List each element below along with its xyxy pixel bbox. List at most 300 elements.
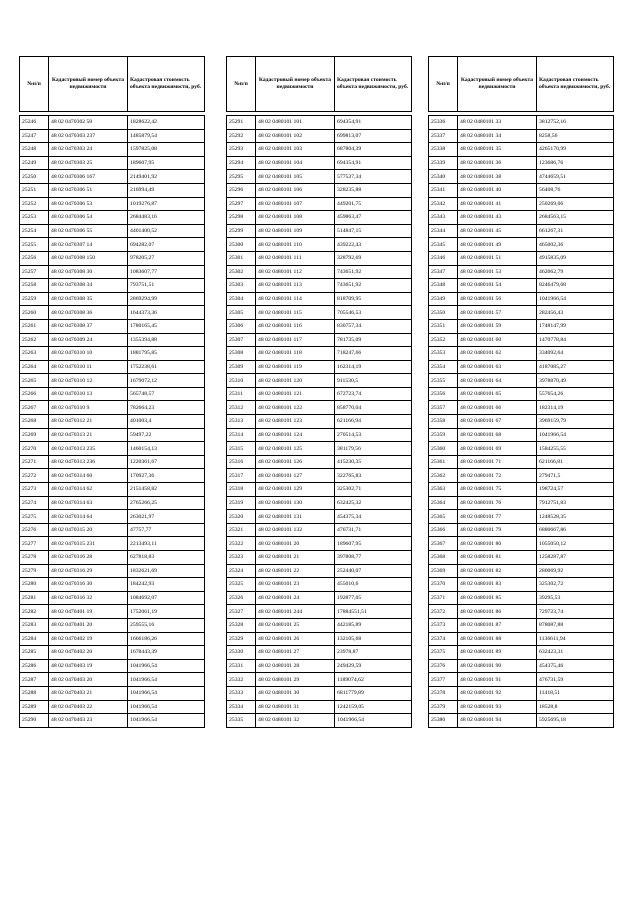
row-number: 25300 xyxy=(227,238,256,252)
cadastral-value: 1248528,35 xyxy=(537,510,614,524)
table-row xyxy=(227,197,412,211)
cadastral-value: 1041966,54 xyxy=(335,714,412,728)
cadastral-number: 48 02 0480101 129 xyxy=(256,483,335,497)
row-number: 25319 xyxy=(227,496,256,510)
cadastral-value: 192877,05 xyxy=(335,591,412,605)
cadastral-number: 48 02 0470314 62 xyxy=(49,483,128,497)
cadastral-number: 48 02 0470314 64 xyxy=(49,510,128,524)
row-number: 25304 xyxy=(227,292,256,306)
cadastral-value: 1460154,13 xyxy=(128,442,205,456)
cadastral-value: 198724,57 xyxy=(537,483,614,497)
cadastral-value: 182314,19 xyxy=(537,401,614,415)
row-number: 25289 xyxy=(20,700,49,714)
table-row xyxy=(227,143,412,157)
table-row xyxy=(429,360,614,374)
row-number: 25330 xyxy=(227,646,256,660)
row-number: 25342 xyxy=(429,197,458,211)
table-row xyxy=(227,374,412,388)
table-row xyxy=(429,197,614,211)
table-row xyxy=(227,578,412,592)
row-number: 25314 xyxy=(227,428,256,442)
table-row xyxy=(429,428,614,442)
cadastral-number: 48 02 0480101 107 xyxy=(256,197,335,211)
cadastral-value: 381179,56 xyxy=(335,442,412,456)
table-row xyxy=(20,265,205,279)
row-number: 25253 xyxy=(20,211,49,225)
cadastral-number: 48 02 0470303 25 xyxy=(49,156,128,170)
table-row xyxy=(20,659,205,673)
cadastral-number: 48 02 0480101 121 xyxy=(256,387,335,401)
table-row xyxy=(429,415,614,429)
cadastral-value: 687804,39 xyxy=(335,143,412,157)
row-number: 25283 xyxy=(20,618,49,632)
row-number: 25309 xyxy=(227,360,256,374)
row-number: 25377 xyxy=(429,673,458,687)
row-number: 25250 xyxy=(20,170,49,184)
row-number: 25368 xyxy=(429,551,458,565)
cadastral-value: 632423,31 xyxy=(537,646,614,660)
row-number: 25259 xyxy=(20,292,49,306)
row-number: 25339 xyxy=(429,156,458,170)
cadastral-number: 48 02 0480101 112 xyxy=(256,265,335,279)
row-number: 25337 xyxy=(429,129,458,143)
row-number: 25328 xyxy=(227,618,256,632)
cadastral-number: 48 02 0470310 10 xyxy=(49,347,128,361)
row-number: 25348 xyxy=(429,279,458,293)
cadastral-number: 48 02 0480101 123 xyxy=(256,415,335,429)
row-number: 25374 xyxy=(429,632,458,646)
cadastral-number: 48 02 0480101 38 xyxy=(458,170,537,184)
row-number: 25287 xyxy=(20,673,49,687)
table-row xyxy=(429,156,614,170)
table-row xyxy=(429,659,614,673)
cadastral-number: 48 02 0480101 65 xyxy=(458,387,537,401)
cadastral-value: 282456,43 xyxy=(537,306,614,320)
table-row xyxy=(429,347,614,361)
cadastral-number: 48 02 0470314 63 xyxy=(49,496,128,510)
row-number: 25360 xyxy=(429,442,458,456)
table-row xyxy=(20,415,205,429)
cadastral-value: 729723,74 xyxy=(537,605,614,619)
table-row xyxy=(429,455,614,469)
row-number: 25305 xyxy=(227,306,256,320)
row-number: 25247 xyxy=(20,129,49,143)
table-row xyxy=(227,564,412,578)
table-row xyxy=(20,632,205,646)
cadastral-value: 1666186,26 xyxy=(128,632,205,646)
header-num: №п/п xyxy=(20,57,49,112)
cadastral-value: 5925695,18 xyxy=(537,714,614,728)
row-number: 25366 xyxy=(429,523,458,537)
table-row xyxy=(429,319,614,333)
row-number: 25284 xyxy=(20,632,49,646)
cadastral-number: 48 02 0480101 89 xyxy=(458,646,537,660)
cadastral-value: 694354,91 xyxy=(335,116,412,130)
cadastral-value: 252440,07 xyxy=(335,564,412,578)
cadastral-value: 1041966,54 xyxy=(128,686,205,700)
table-row xyxy=(20,279,205,293)
cadastral-value: 123686,76 xyxy=(537,156,614,170)
table-row xyxy=(429,333,614,347)
cadastral-value: 4744659,51 xyxy=(537,170,614,184)
cadastral-value: 2213493,11 xyxy=(128,537,205,551)
cadastral-number: 48 02 0480101 127 xyxy=(256,469,335,483)
cadastral-value: 442185,89 xyxy=(335,618,412,632)
row-number: 25254 xyxy=(20,224,49,238)
table-row xyxy=(429,686,614,700)
cadastral-value: 627818,83 xyxy=(128,551,205,565)
cadastral-value: 259555,16 xyxy=(128,618,205,632)
row-number: 25286 xyxy=(20,659,49,673)
row-number: 25355 xyxy=(429,374,458,388)
table-row xyxy=(20,306,205,320)
row-number: 25252 xyxy=(20,197,49,211)
table-row xyxy=(227,605,412,619)
cadastral-number: 48 02 0480101 54 xyxy=(458,279,537,293)
row-number: 25261 xyxy=(20,319,49,333)
row-number: 25336 xyxy=(429,116,458,130)
cadastral-value: 449201,75 xyxy=(335,197,412,211)
row-number: 25294 xyxy=(227,156,256,170)
cadastral-number: 48 02 0480101 109 xyxy=(256,224,335,238)
table-header-row xyxy=(429,57,614,112)
row-number: 25369 xyxy=(429,564,458,578)
table-row xyxy=(227,387,412,401)
cadastral-value: 718247,66 xyxy=(335,347,412,361)
row-number: 25372 xyxy=(429,605,458,619)
cadastral-number: 48 02 0470315 231 xyxy=(49,537,128,551)
cadastral-value: 334092,64 xyxy=(537,347,614,361)
table-row xyxy=(227,401,412,415)
cadastral-value: 184242,93 xyxy=(128,578,205,592)
table-row xyxy=(429,700,614,714)
cadastral-value: 455010,6 xyxy=(335,578,412,592)
table-row xyxy=(227,224,412,238)
cadastral-number: 48 02 0480101 102 xyxy=(256,129,335,143)
table-row xyxy=(20,646,205,660)
table-row xyxy=(429,224,614,238)
cadastral-value: 401003,4 xyxy=(128,415,205,429)
cadastral-value: 6811779,89 xyxy=(335,686,412,700)
cadastral-number: 48 02 0480101 21 xyxy=(256,551,335,565)
cadastral-number: 48 02 0480101 105 xyxy=(256,170,335,184)
cadastral-number: 48 02 0480101 82 xyxy=(458,564,537,578)
cadastral-value: 1041966,54 xyxy=(537,428,614,442)
row-number: 25335 xyxy=(227,714,256,728)
cadastral-value: 162314,19 xyxy=(335,360,412,374)
row-number: 25299 xyxy=(227,224,256,238)
table-row xyxy=(20,197,205,211)
table-row xyxy=(20,238,205,252)
table-row xyxy=(20,714,205,728)
cadastral-value: 1748147,99 xyxy=(537,319,614,333)
row-number: 25340 xyxy=(429,170,458,184)
cadastral-value: 439222,43 xyxy=(335,238,412,252)
cadastral-value: 793751,51 xyxy=(128,279,205,293)
table-row xyxy=(227,211,412,225)
row-number: 25324 xyxy=(227,564,256,578)
table-row xyxy=(429,564,614,578)
table-row xyxy=(227,646,412,660)
row-number: 25313 xyxy=(227,415,256,429)
row-number: 25276 xyxy=(20,523,49,537)
cadastral-number: 48 02 0480101 40 xyxy=(458,183,537,197)
cadastral-value: 328792,69 xyxy=(335,251,412,265)
cadastral-value: 17884551,51 xyxy=(335,605,412,619)
table-row xyxy=(227,537,412,551)
cadastral-number: 48 02 0480101 88 xyxy=(458,632,537,646)
cadastral-value: 577537,34 xyxy=(335,170,412,184)
cadastral-number: 48 02 0480101 77 xyxy=(458,510,537,524)
table-row xyxy=(20,686,205,700)
table-row xyxy=(227,714,412,728)
row-number: 25326 xyxy=(227,591,256,605)
row-number: 25311 xyxy=(227,387,256,401)
cadastral-number: 48 02 0470306 55 xyxy=(49,224,128,238)
row-number: 25303 xyxy=(227,279,256,293)
table-row xyxy=(20,591,205,605)
cadastral-number: 48 02 0480101 116 xyxy=(256,319,335,333)
cadastral-number: 48 02 0470403 19 xyxy=(49,659,128,673)
table-row xyxy=(20,428,205,442)
table-row xyxy=(20,211,205,225)
row-number: 25298 xyxy=(227,211,256,225)
cadastral-value: 705546,53 xyxy=(335,306,412,320)
cadastral-value: 1679072,12 xyxy=(128,374,205,388)
row-number: 25251 xyxy=(20,183,49,197)
table-row xyxy=(227,442,412,456)
cadastral-number: 48 02 0480101 85 xyxy=(458,591,537,605)
cadastral-value: 132105,68 xyxy=(335,632,412,646)
cadastral-number: 48 02 0470314 60 xyxy=(49,469,128,483)
cadastral-number: 48 02 0480101 53 xyxy=(458,265,537,279)
cadastral-number: 48 02 0480101 35 xyxy=(458,143,537,157)
table-row xyxy=(227,632,412,646)
header-num: №п/п xyxy=(429,57,458,112)
cadastral-number: 48 02 0480101 72 xyxy=(458,469,537,483)
cadastral-value: 476731,71 xyxy=(335,523,412,537)
row-number: 25246 xyxy=(20,116,49,130)
cadastral-value: 249429,59 xyxy=(335,659,412,673)
cadastral-value: 1752061,19 xyxy=(128,605,205,619)
cadastral-value: 170927,36 xyxy=(128,469,205,483)
cadastral-value: 858770,04 xyxy=(335,401,412,415)
table-row xyxy=(429,673,614,687)
table-row xyxy=(227,551,412,565)
row-number: 25278 xyxy=(20,551,49,565)
row-number: 25378 xyxy=(429,686,458,700)
row-number: 25331 xyxy=(227,659,256,673)
cadastral-number: 48 02 0470308 34 xyxy=(49,279,128,293)
cadastral-number: 48 02 0480101 87 xyxy=(458,618,537,632)
cadastral-number: 48 02 0480101 90 xyxy=(458,659,537,673)
cadastral-number: 48 02 0480101 108 xyxy=(256,211,335,225)
table-row xyxy=(20,537,205,551)
cadastral-number: 48 02 0480101 33 xyxy=(458,116,537,130)
row-number: 25334 xyxy=(227,700,256,714)
cadastral-number: 48 02 0470310 9 xyxy=(49,401,128,415)
table-row xyxy=(429,523,614,537)
row-number: 25316 xyxy=(227,455,256,469)
row-number: 25332 xyxy=(227,673,256,687)
cadastral-value: 8258,56 xyxy=(537,129,614,143)
table-row xyxy=(20,183,205,197)
cadastral-value: 818709,95 xyxy=(335,292,412,306)
row-number: 25260 xyxy=(20,306,49,320)
row-number: 25301 xyxy=(227,251,256,265)
cadastral-number: 48 02 0480101 28 xyxy=(256,659,335,673)
cadastral-value: 189607,95 xyxy=(335,537,412,551)
table-row xyxy=(20,455,205,469)
row-number: 25258 xyxy=(20,279,49,293)
row-number: 25255 xyxy=(20,238,49,252)
row-number: 25318 xyxy=(227,483,256,497)
cadastral-number: 48 02 0480101 83 xyxy=(458,578,537,592)
table-row xyxy=(227,170,412,184)
cadastral-value: 694354,91 xyxy=(335,156,412,170)
cadastral-value: 6880667,86 xyxy=(537,523,614,537)
cadastral-value: 476731,59 xyxy=(537,673,614,687)
cadastral-value: 1055050,12 xyxy=(537,537,614,551)
table-row xyxy=(20,700,205,714)
table-row xyxy=(20,347,205,361)
row-number: 25344 xyxy=(429,224,458,238)
row-number: 25307 xyxy=(227,333,256,347)
row-number: 25297 xyxy=(227,197,256,211)
cadastral-value: 23978,87 xyxy=(335,646,412,660)
cadastral-number: 48 02 0480101 91 xyxy=(458,673,537,687)
cadastral-number: 48 02 0480101 81 xyxy=(458,551,537,565)
table-row xyxy=(227,523,412,537)
table-row xyxy=(20,401,205,415)
cadastral-value: 11418,51 xyxy=(537,686,614,700)
cadastral-number: 48 02 0480101 117 xyxy=(256,333,335,347)
table-row xyxy=(429,306,614,320)
table-row xyxy=(20,333,205,347)
cadastral-number: 48 02 0480101 124 xyxy=(256,428,335,442)
cadastral-value: 632425,32 xyxy=(335,496,412,510)
cadastral-number: 48 02 0470403 21 xyxy=(49,686,128,700)
table-row xyxy=(20,374,205,388)
table-row xyxy=(227,428,412,442)
table-row xyxy=(20,618,205,632)
row-number: 25277 xyxy=(20,537,49,551)
cadastral-value: 325302,72 xyxy=(537,578,614,592)
row-number: 25264 xyxy=(20,360,49,374)
cadastral-number: 48 02 0480101 59 xyxy=(458,319,537,333)
table-row xyxy=(429,551,614,565)
table-row xyxy=(227,333,412,347)
row-number: 25306 xyxy=(227,319,256,333)
cadastral-number: 48 02 0480101 32 xyxy=(256,714,335,728)
cadastral-number: 48 02 0470315 20 xyxy=(49,523,128,537)
cadastral-number: 48 02 0470403 23 xyxy=(49,714,128,728)
row-number: 25327 xyxy=(227,605,256,619)
table-row xyxy=(227,129,412,143)
cadastral-value: 7912751,83 xyxy=(537,496,614,510)
cadastral-number: 48 02 0470302 50 xyxy=(49,116,128,130)
cadastral-number: 48 02 0480101 126 xyxy=(256,455,335,469)
cadastral-number: 48 02 0470316 29 xyxy=(49,564,128,578)
cadastral-number: 48 02 0470306 51 xyxy=(49,183,128,197)
row-number: 25329 xyxy=(227,632,256,646)
cadastral-value: 1041966,54 xyxy=(128,714,205,728)
cadastral-value: 1644373,36 xyxy=(128,306,205,320)
table-row xyxy=(227,306,412,320)
row-number: 25350 xyxy=(429,306,458,320)
cadastral-number: 48 02 0480101 120 xyxy=(256,374,335,388)
table-row xyxy=(429,714,614,728)
row-number: 25292 xyxy=(227,129,256,143)
table-row xyxy=(429,578,614,592)
cadastral-value: 2149401,92 xyxy=(128,170,205,184)
cadastral-number: 48 02 0470402 20 xyxy=(49,646,128,660)
row-number: 25296 xyxy=(227,183,256,197)
cadastral-value: 18528,8 xyxy=(537,700,614,714)
cadastral-number: 48 02 0470308 30 xyxy=(49,265,128,279)
row-number: 25325 xyxy=(227,578,256,592)
cadastral-value: 263021,97 xyxy=(128,510,205,524)
cadastral-number: 48 02 0480101 36 xyxy=(458,156,537,170)
cadastral-number: 48 02 0480101 57 xyxy=(458,306,537,320)
row-number: 25282 xyxy=(20,605,49,619)
row-number: 25290 xyxy=(20,714,49,728)
cadastral-value: 1828622,42 xyxy=(128,116,205,130)
cadastral-value: 279471,5 xyxy=(537,469,614,483)
cadastral-number: 48 02 0480101 104 xyxy=(256,156,335,170)
table-header-row xyxy=(227,57,412,112)
cadastral-table-3 xyxy=(428,56,614,728)
cadastral-value: 1041966,54 xyxy=(128,673,205,687)
cadastral-number: 48 02 0480101 76 xyxy=(458,496,537,510)
cadastral-number: 48 02 0470308 36 xyxy=(49,306,128,320)
cadastral-number: 48 02 0470403 22 xyxy=(49,700,128,714)
cadastral-value: 2684483,16 xyxy=(128,211,205,225)
cadastral-value: 189607,95 xyxy=(128,156,205,170)
row-number: 25343 xyxy=(429,211,458,225)
row-number: 25248 xyxy=(20,143,49,157)
cadastral-value: 514847,15 xyxy=(335,224,412,238)
cadastral-number: 48 02 0470310 13 xyxy=(49,387,128,401)
row-number: 25341 xyxy=(429,183,458,197)
cadastral-value: 250269,06 xyxy=(537,197,614,211)
cadastral-number: 48 02 0470308 35 xyxy=(49,292,128,306)
row-number: 25280 xyxy=(20,578,49,592)
table-row xyxy=(429,510,614,524)
cadastral-number: 48 02 0480101 110 xyxy=(256,238,335,252)
cadastral-value: 4401400,52 xyxy=(128,224,205,238)
cadastral-value: 1136611,94 xyxy=(537,632,614,646)
row-number: 25281 xyxy=(20,591,49,605)
cadastral-number: 48 02 0480101 27 xyxy=(256,646,335,660)
cadastral-value: 1752238,61 xyxy=(128,360,205,374)
cadastral-value: 1242159,05 xyxy=(335,700,412,714)
row-number: 25356 xyxy=(429,387,458,401)
cadastral-number: 48 02 0480101 113 xyxy=(256,279,335,293)
cadastral-number: 48 02 0470313 21 xyxy=(49,428,128,442)
cadastral-value: 878087,88 xyxy=(537,618,614,632)
table-row xyxy=(227,116,412,130)
table-row xyxy=(227,510,412,524)
row-number: 25371 xyxy=(429,591,458,605)
table-row xyxy=(227,496,412,510)
cadastral-value: 672723,74 xyxy=(335,387,412,401)
cadastral-number: 48 02 0480101 119 xyxy=(256,360,335,374)
row-number: 25376 xyxy=(429,659,458,673)
table-row xyxy=(429,183,614,197)
cadastral-table-1 xyxy=(19,56,205,728)
cadastral-value: 1881795,85 xyxy=(128,347,205,361)
